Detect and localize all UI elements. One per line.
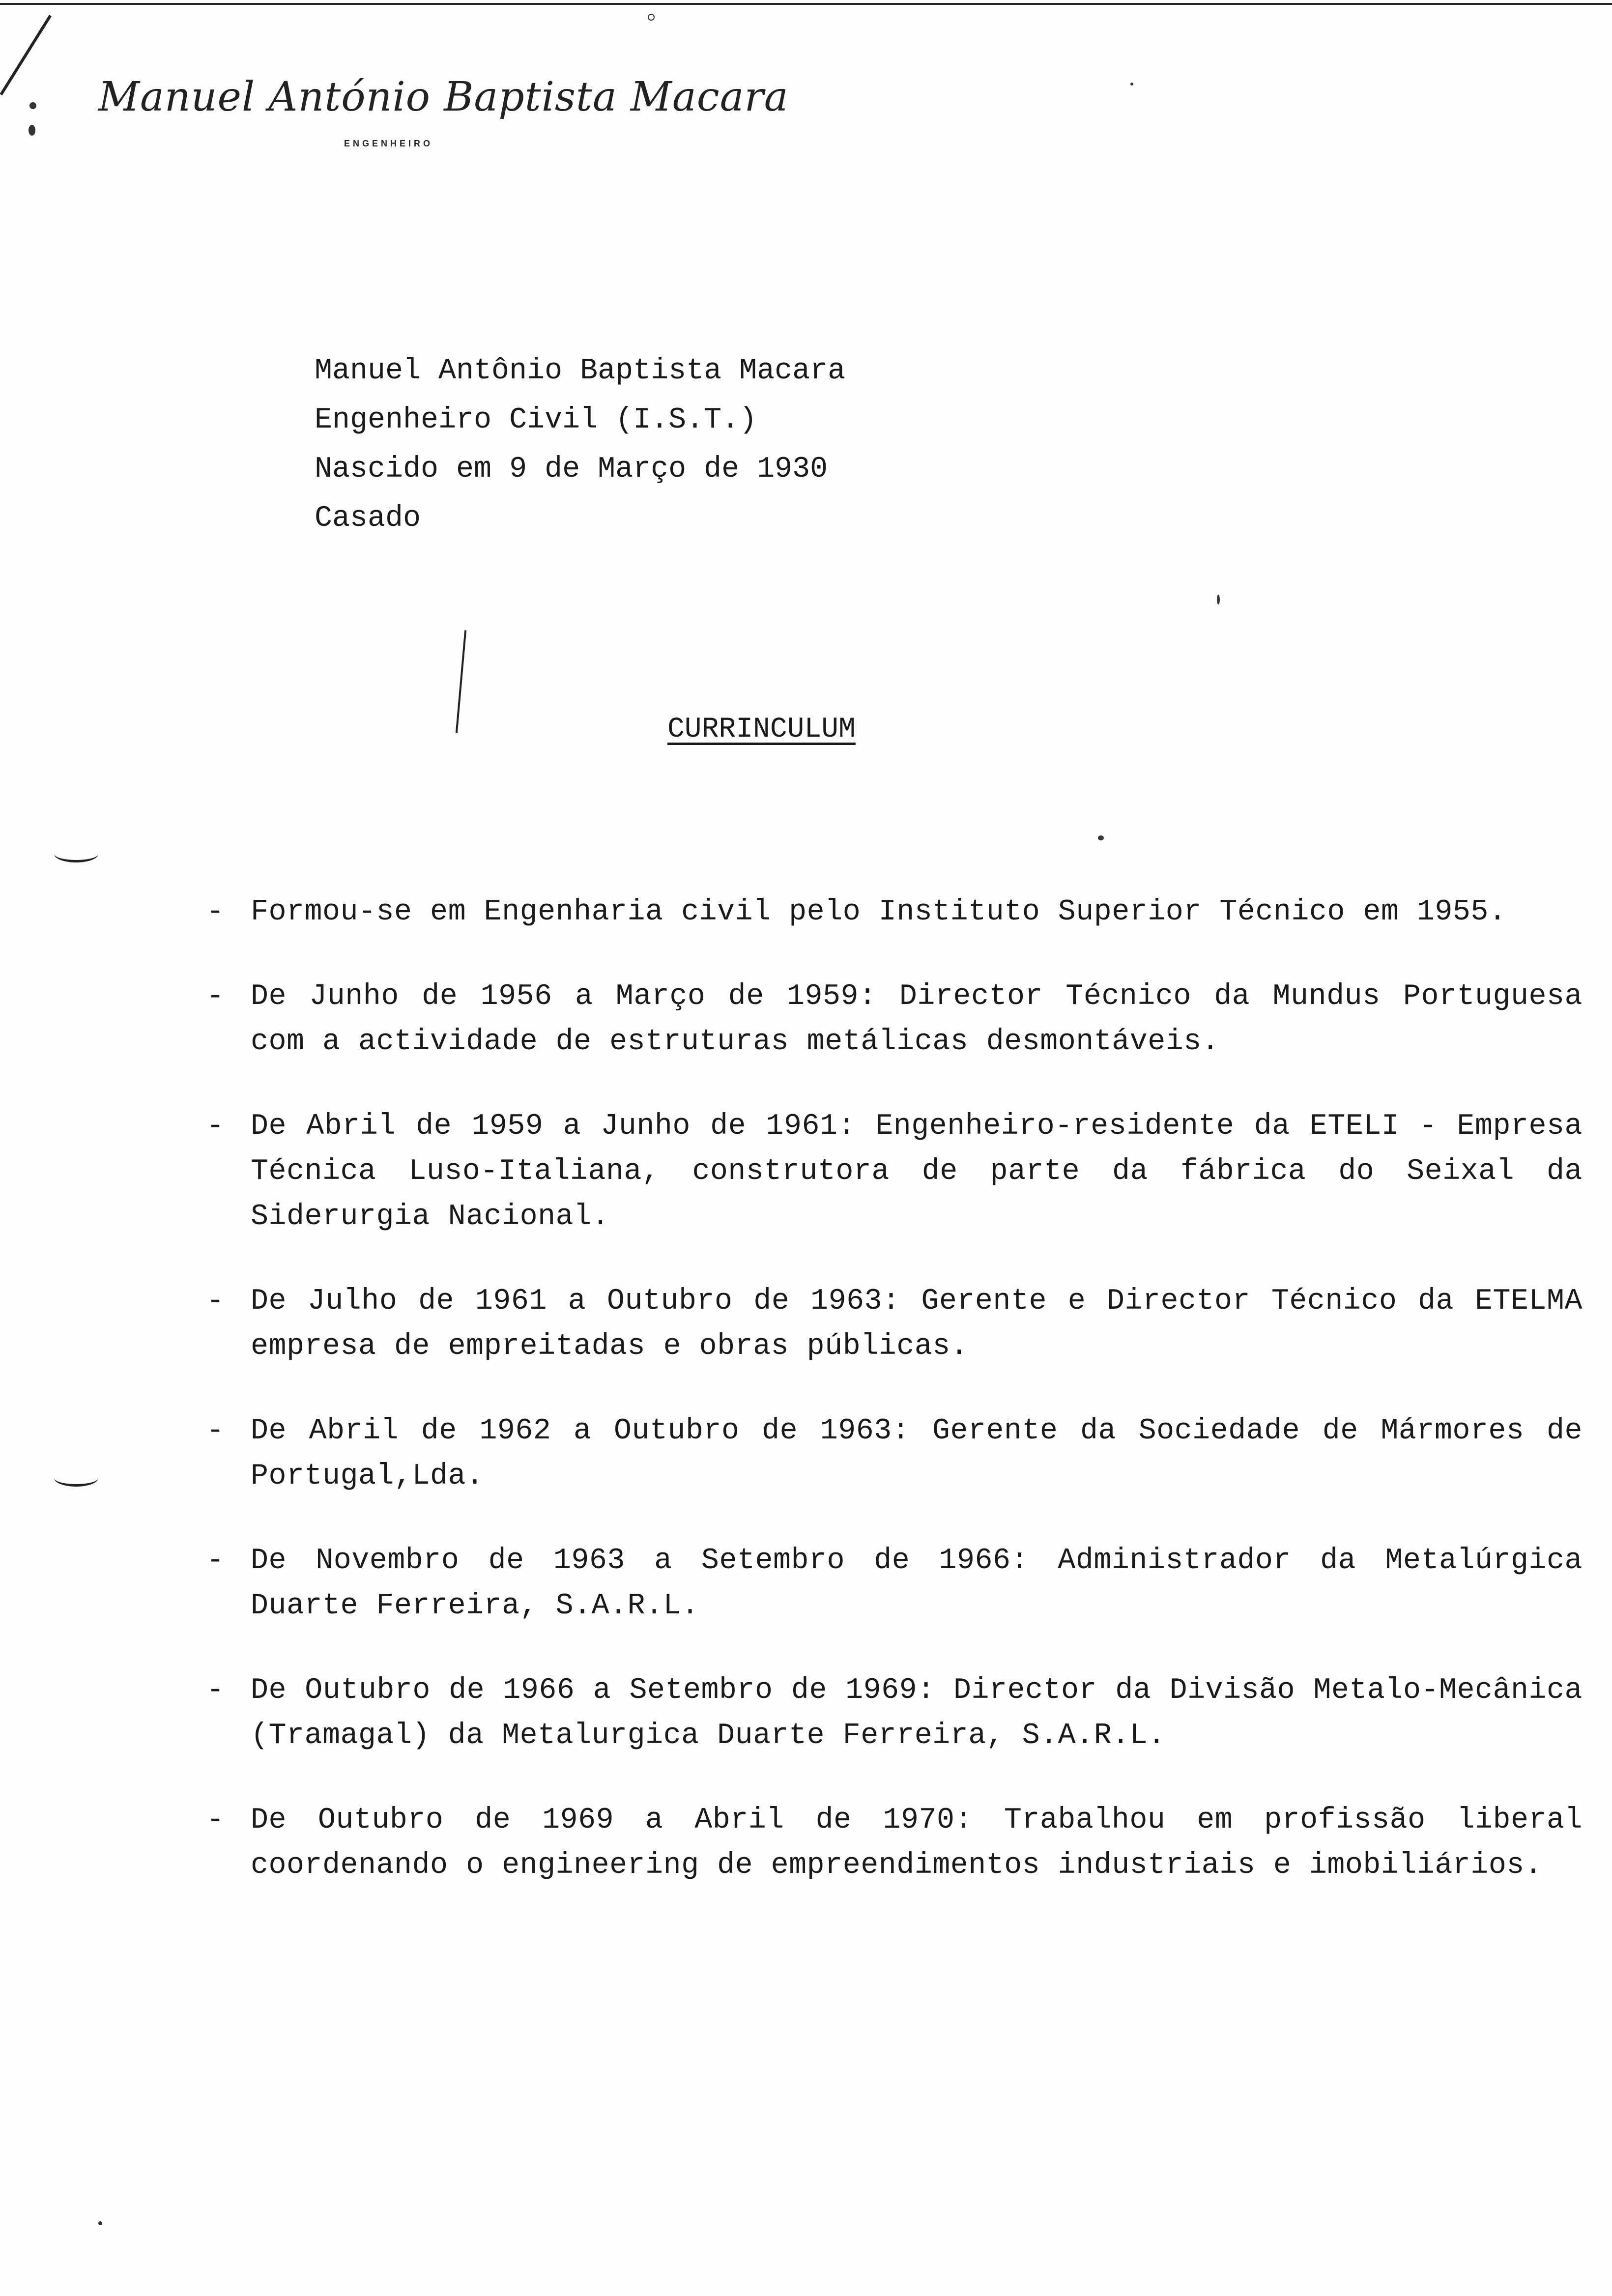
career-entry xyxy=(206,1538,1583,1629)
speck xyxy=(29,102,36,109)
entry-dash: - xyxy=(206,1804,225,1837)
punch-hole-mark xyxy=(54,845,98,862)
entry-dash: - xyxy=(206,980,225,1013)
entry-text: De Outubro de 1966 a Setembro de 1969: Director da Divisão Metalo-Mecânica (Tramagal) da Metalurgica Duarte Ferreira, S.A.R.L. xyxy=(251,1674,1583,1752)
personal-details xyxy=(315,346,845,543)
person-birth: Nascido em 9 de Março de 1930 xyxy=(315,453,828,486)
letterhead xyxy=(98,74,789,148)
punch-hole-mark xyxy=(54,1469,98,1487)
career-entry xyxy=(206,1798,1583,1888)
entry-dash: - xyxy=(206,1544,225,1578)
entry-text: De Outubro de 1969 a Abril de 1970: Trabalhou em profissão liberal coordenando o engineering de empreendimentos industriais e imobiliários. xyxy=(251,1804,1583,1882)
speck xyxy=(648,14,655,21)
career-entry xyxy=(206,1104,1583,1239)
person-name: Manuel Antônio Baptista Macara xyxy=(315,354,846,388)
pen-mark xyxy=(0,15,52,95)
career-entry xyxy=(206,1408,1583,1499)
entry-text: De Julho de 1961 a Outubro de 1963: Gerente e Director Técnico da ETELMA empresa de empreitadas e obras públicas. xyxy=(251,1285,1583,1363)
career-entry xyxy=(206,1668,1583,1758)
entry-text: De Abril de 1959 a Junho de 1961: Engenheiro-residente da ETELI - Empresa Técnica Luso-Italiana, construtora de parte da fábrica do Seixal da Siderurgia Nacional. xyxy=(251,1110,1583,1234)
entry-dash: - xyxy=(206,895,225,929)
entry-dash: - xyxy=(206,1110,225,1143)
career-entry xyxy=(206,974,1583,1064)
letterhead-signature-name: Manuel António Baptista Macara xyxy=(98,74,789,120)
career-entry xyxy=(206,1279,1583,1369)
margin-pen-line xyxy=(456,630,466,733)
entry-text: Formou-se em Engenharia civil pelo Instituto Superior Técnico em 1955. xyxy=(251,895,1507,929)
entry-text: De Novembro de 1963 a Setembro de 1966: Administrador da Metalúrgica Duarte Ferreira, S.A.R.L. xyxy=(251,1544,1583,1623)
page-title: CURRINCULUM xyxy=(667,714,856,746)
speck xyxy=(98,2221,102,2225)
person-degree: Engenheiro Civil (I.S.T.) xyxy=(315,403,757,437)
entry-text: De Junho de 1956 a Março de 1959: Director Técnico da Mundus Portuguesa com a actividade de estruturas metálicas desmontáveis. xyxy=(251,980,1583,1059)
entry-dash: - xyxy=(206,1674,225,1707)
top-rule xyxy=(0,3,1612,5)
entry-text: De Abril de 1962 a Outubro de 1963: Gerente da Sociedade de Mármores de Portugal,Lda. xyxy=(251,1414,1583,1493)
entry-dash: - xyxy=(206,1285,225,1318)
speck xyxy=(29,125,35,136)
speck xyxy=(1098,835,1104,840)
speck xyxy=(1217,595,1220,604)
career-entries xyxy=(206,890,1583,1927)
entry-dash: - xyxy=(206,1414,225,1448)
letterhead-subtitle: ENGENHEIRO xyxy=(344,139,433,148)
person-marital-status: Casado xyxy=(315,502,421,535)
career-entry xyxy=(206,890,1583,935)
speck xyxy=(1130,83,1133,86)
